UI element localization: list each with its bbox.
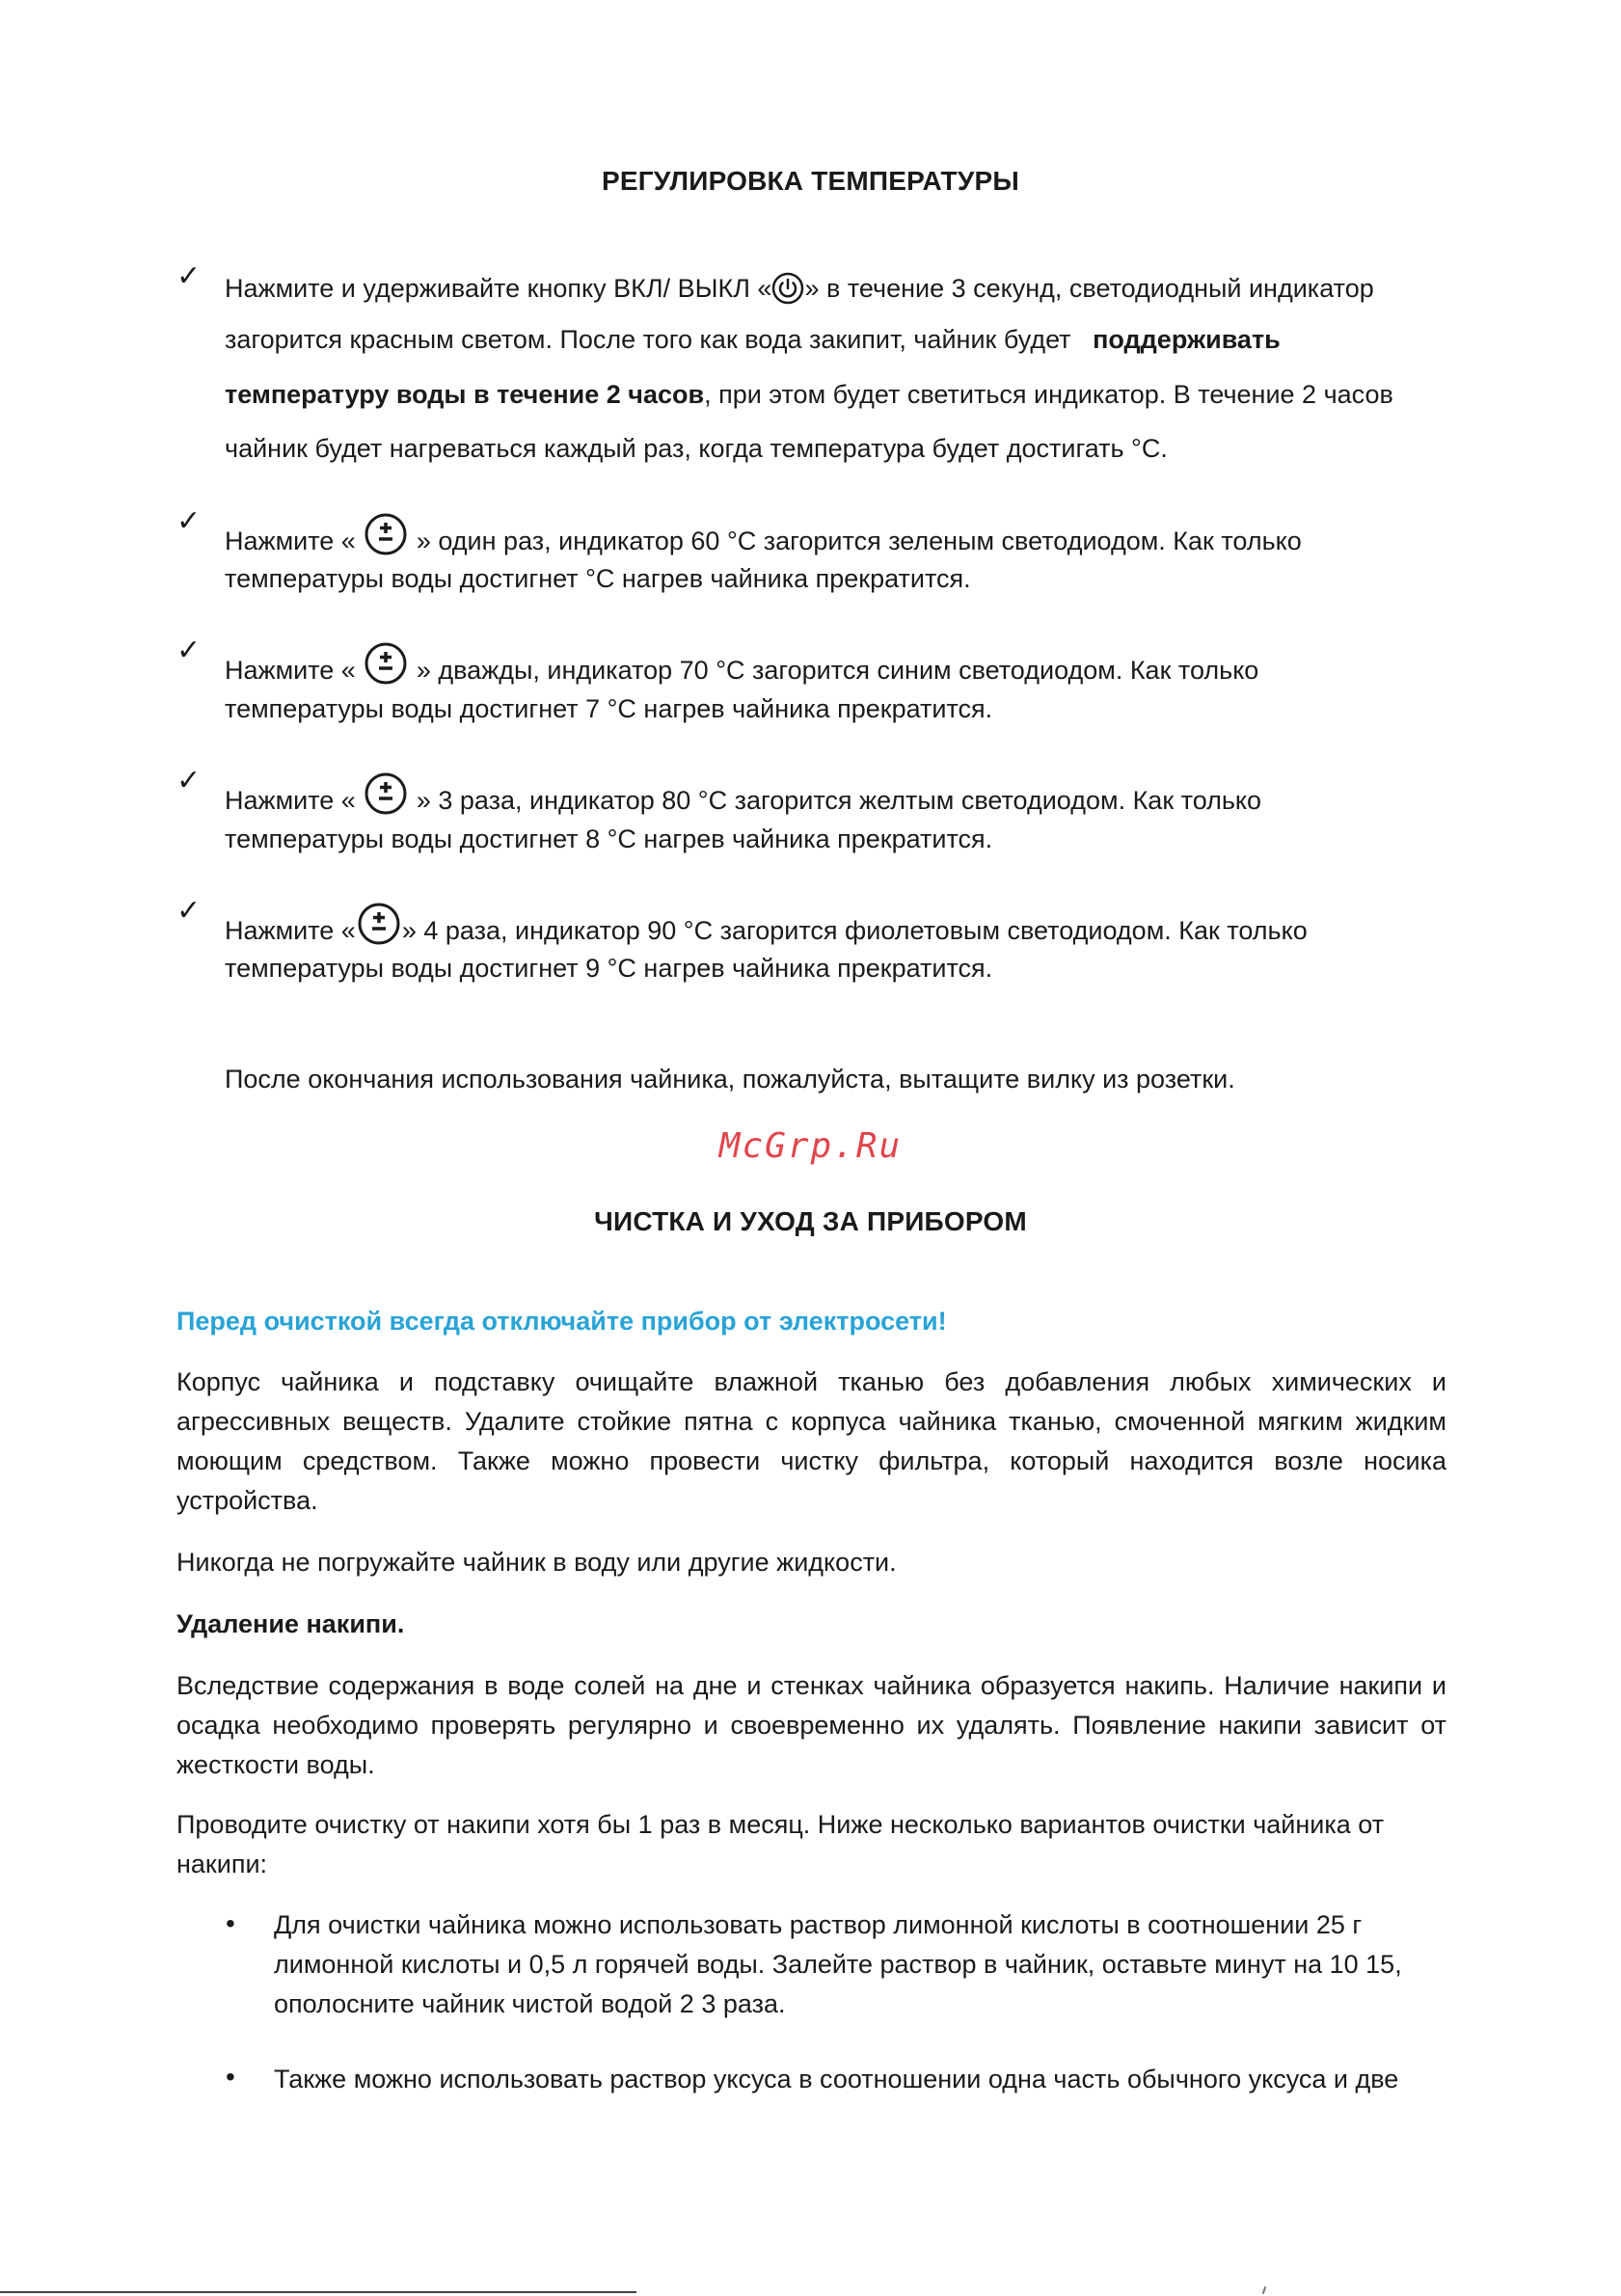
checkmark-icon: ✓ [176,635,202,666]
item1-line3: температуру воды в течение 2 часов, при этом будет светиться индикатор. В течение 2 часов [225,380,1393,409]
bullet-icon: • [226,1908,235,1938]
plus-minus-icon [356,901,402,952]
item5-line2: температуры воды достигнет 9 °C нагрев чайника прекратится. [225,954,993,983]
item3-line2: температуры воды достигнет 7 °C нагрев чайника прекратится. [225,694,993,723]
closing-note: После окончания использования чайника, пожалуйста, вытащите вилку из розетки. [225,1065,1235,1094]
bullet-icon: • [226,2062,235,2092]
section-title-temperature: РЕГУЛИРОВКА ТЕМПЕРАТУРЫ [602,166,1019,196]
bullet1-line1: Для очистки чайника можно использовать раствор лимонной кислоты в соотношении 25 г [274,1910,1363,1939]
paragraph-scale-info: Вследствие содержания в воде солей на дне и стенках чайника образуется накипь. Наличие накипи и осадка необходимо проверять регулярно и своевременно их удалять. Появление накипи зависит от жесткости воды. [176,1671,1446,1779]
plus-minus-icon [363,511,409,562]
checkmark-icon: ✓ [176,260,202,292]
power-icon [771,272,804,310]
item1-line4: чайник будет нагреваться каждый раз, когда температура будет достигать °C. [225,434,1168,463]
item1-line2: загорится красным светом. После того как вода закипит, чайник будет поддерживать [225,325,1281,354]
section-title-cleaning: ЧИСТКА И УХОД ЗА ПРИБОРОМ [594,1206,1027,1236]
footer-rule [0,2291,636,2293]
heading-descale: Удаление накипи. [176,1609,405,1638]
plus-minus-icon [363,770,409,822]
item2-line2: температуры воды достигнет °C нагрев чайника прекратится. [225,564,971,593]
bullet2-line1: Также можно использовать раствор уксуса в соотношении одна часть обычного уксуса и две [274,2065,1399,2093]
paragraph-body-care: Корпус чайника и подставку очищайте влажной тканью без добавления любых химических и агрессивных веществ. Удалите стойкие пятна с корпуса чайника тканью, смоченной мягким жидким моющим средством. Также можно провести чистку фильтра, который находится возле носика устройства. [176,1367,1446,1515]
bullet1-line3: ополосните чайник чистой водой 2 3 раза. [274,1989,786,2018]
plus-minus-icon [363,640,409,691]
checkmark-icon: ✓ [176,895,202,927]
paragraph-frequency: Проводите очистку от накипи хотя бы 1 раз в месяц. Ниже несколько вариантов очистки чайника от накипи: [176,1810,1385,1878]
item4-line2: температуры воды достигнет 8 °C нагрев чайника прекратится. [225,824,993,853]
item5-line1: Нажмите « » 4 раза, индикатор 90 °C загорится фиолетовым светодиодом. Как только [225,901,1446,952]
item4-line1: Нажмите « » 3 раза, индикатор 80 °C загорится желтым светодиодом. Как только [225,770,1446,822]
item3-line1: Нажмите « » дважды, индикатор 70 °C загорится синим светодиодом. Как только [225,640,1446,691]
item2-line1: Нажмите « » один раз, индикатор 60 °C загорится зеленым светодиодом. Как только [225,511,1446,562]
item1-line1: Нажмите и удерживайте кнопку ВКЛ/ ВЫКЛ « » в течение 3 секунд, светодиодный индикатор [225,272,1446,310]
warning-text: Перед очисткой всегда отключайте прибор от электросети! [176,1307,947,1336]
paragraph-no-immerse: Никогда не погружайте чайник в воду или другие жидкости. [176,1548,897,1577]
checkmark-icon: ✓ [176,765,202,797]
checkmark-icon: ✓ [176,505,202,537]
watermark: McGrp.Ru [718,1126,903,1166]
footer-mark [1262,2286,1267,2294]
bullet1-line2: лимонной кислоты и 0,5 л горячей воды. Залейте раствор в чайник, оставьте минут на 10 15, [274,1950,1402,1979]
